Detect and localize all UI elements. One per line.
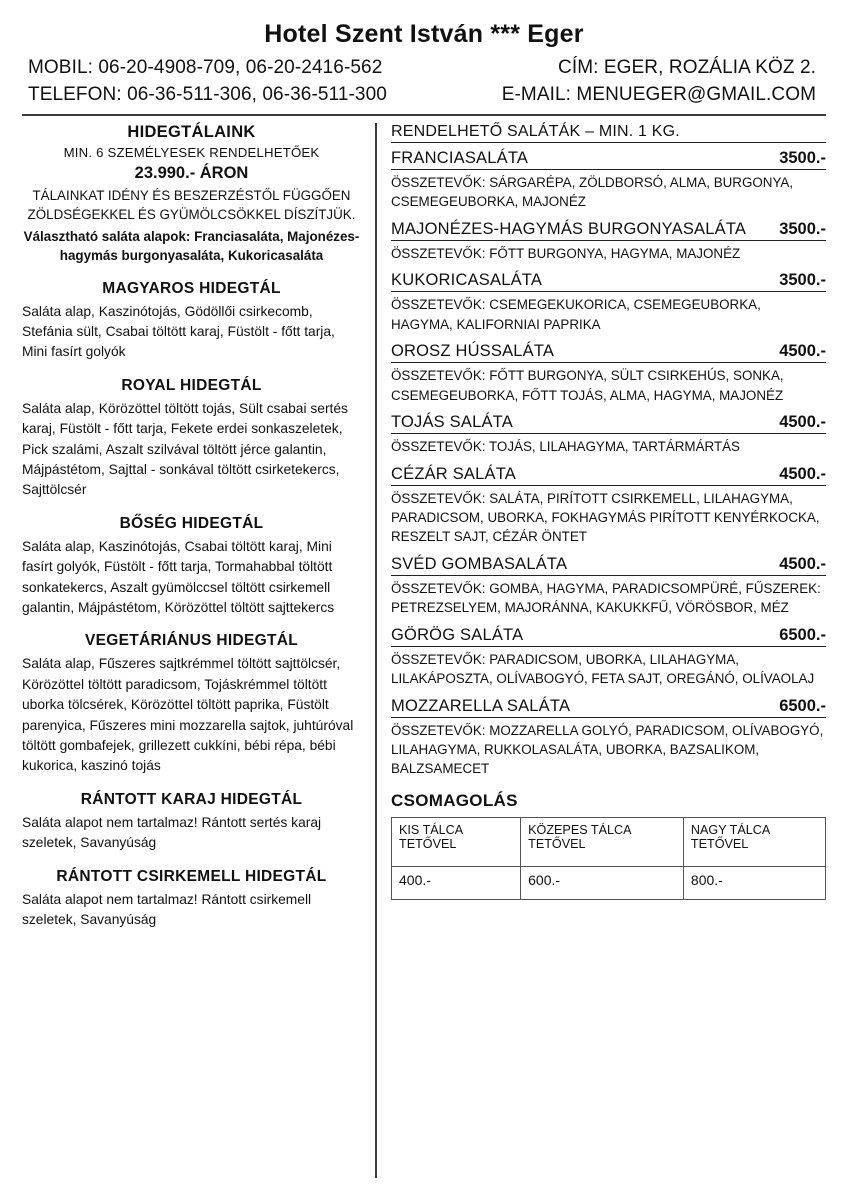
salad-base-options: Választható saláta alapok: Franciasaláta, Majonézes-hagymás burgonyasaláta, Kukoricasaláta — [23, 229, 360, 263]
platter-section — [22, 377, 361, 501]
platter-title-vegetarianus: VEGETÁRIÁNUS HIDEGTÁL — [85, 632, 298, 650]
salad-item — [391, 555, 826, 618]
cold-platters-note: TÁLAINKAT IDÉNY ÉS BESZERZÉSTŐL FÜGGŐEN ZÖLDSÉGEKKEL ÉS GYÜMÖLCSÖKKEL DÍSZÍTJÜK. — [27, 188, 356, 222]
packaging-title: CSOMAGOLÁS — [391, 790, 518, 810]
salad-name: CÉZÁR SALÁTA — [391, 464, 516, 483]
document-header — [22, 20, 826, 116]
salad-item — [391, 465, 826, 547]
packaging-price-small: 400.- — [392, 866, 521, 899]
salad-price: 4500.- — [779, 464, 826, 483]
platter-body-magyaros: Saláta alap, Kaszinótojás, Gödöllői csirkecomb, Stefánia sült, Csabai töltött karaj, Füstölt - főtt tarja, Mini fasírt golyók — [22, 303, 335, 360]
salad-item — [391, 697, 826, 779]
phone-text: TELEFON: 06-36-511-306, 06-36-511-300 — [28, 84, 387, 105]
platter-title-rantott-karaj: RÁNTOTT KARAJ HIDEGTÁL — [80, 790, 303, 808]
salads-heading: RENDELHETŐ SALÁTÁK – MIN. 1 KG. — [391, 123, 826, 143]
salad-item — [391, 220, 826, 263]
salad-price: 4500.- — [779, 413, 826, 432]
salad-head — [391, 626, 826, 647]
salad-ingredients: ÖSSZETEVŐK: FŐTT BURGONYA, HAGYMA, MAJONÉZ — [391, 245, 741, 261]
salad-name: FRANCIASALÁTA — [391, 149, 529, 167]
cold-platters-title: HIDEGTÁLAINK — [127, 123, 256, 141]
salad-price: 6500.- — [779, 625, 826, 644]
salad-item — [391, 342, 826, 405]
salad-name: MOZZARELLA SALÁTA — [391, 696, 571, 715]
salad-item — [391, 149, 826, 212]
salad-ingredients: ÖSSZETEVŐK: CSEMEGEKUKORICA, CSEMEGEUBORKA, HAGYMA, KALIFORNIAI PAPRIKA — [391, 297, 761, 332]
table-row — [392, 817, 826, 866]
contact-row-1 — [22, 57, 826, 79]
salad-name: TOJÁS SALÁTA — [391, 413, 513, 432]
platter-section — [22, 515, 361, 619]
salad-ingredients: ÖSSZETEVŐK: TOJÁS, LILAHAGYMA, TARTÁRMÁRTÁS — [391, 439, 740, 455]
mobile-text: MOBIL: 06-20-4908-709, 06-20-2416-562 — [28, 57, 383, 78]
salads-column — [377, 123, 826, 1178]
salad-price: 4500.- — [779, 342, 826, 361]
salad-ingredients: ÖSSZETEVŐK: FŐTT BURGONYA, SÜLT CSIRKEHÚS, SONKA, CSEMEGEUBORKA, FŐTT TOJÁS, ALMA, HAGYMA, MAJONÉZ — [391, 368, 784, 403]
email-text: E-MAIL: MENUEGER@GMAIL.COM — [501, 84, 816, 105]
salad-head — [391, 555, 826, 576]
platter-section — [22, 868, 361, 931]
salad-head — [391, 342, 826, 363]
salad-head — [391, 697, 826, 718]
address-text: CÍM: EGER, ROZÁLIA KÖZ 2. — [558, 57, 816, 78]
packaging-header-small: KIS TÁLCA TETŐVEL — [392, 817, 521, 866]
salad-price: 3500.- — [779, 219, 826, 238]
salad-ingredients: ÖSSZETEVŐK: GOMBA, HAGYMA, PARADICSOMPÜRÉ, FŰSZEREK: PETREZSELYEM, MAJORÁNNA, KAKUKKFŰ, VÖRÖSBOR, MÉZ — [391, 580, 821, 616]
platter-body-rantott-csirkemell: Saláta alapot nem tartalmaz! Rántott csirkemell szeletek, Savanyúság — [22, 891, 312, 928]
salad-name: KUKORICASALÁTA — [391, 271, 543, 290]
salad-price: 3500.- — [779, 271, 826, 290]
platter-section — [22, 791, 361, 854]
platter-section — [22, 632, 361, 776]
platter-body-royal: Saláta alap, Körözöttel töltött tojás, Sült csabai sertés karaj, Füstölt - főtt tarja, Fekete erdei sonkaszeletek, Pick szalámi, Aszalt szilvával töltött jérce galantin, Májpástétom, Sajttal - sonkával töltött csirketekercs, Sajttölcsér — [22, 400, 348, 498]
header-divider — [22, 114, 826, 116]
salad-head — [391, 413, 826, 434]
platter-title-rantott-csirkemell: RÁNTOTT CSIRKEMELL HIDEGTÁL — [56, 867, 327, 885]
salad-name: MAJONÉZES-HAGYMÁS BURGONYASALÁTA — [391, 219, 747, 238]
salad-head — [391, 465, 826, 486]
cold-platters-subtitle: MIN. 6 SZEMÉLYESEK RENDELHETŐEK — [63, 145, 320, 160]
salad-price: 3500.- — [779, 149, 826, 167]
salad-item — [391, 271, 826, 334]
salad-head — [391, 220, 826, 241]
salad-head — [391, 271, 826, 292]
contact-row-2 — [22, 84, 826, 106]
salad-ingredients: ÖSSZETEVŐK: MOZZARELLA GOLYÓ, PARADICSOM, OLÍVABOGYÓ, LILAHAGYMA, RUKKOLASALÁTA, UBORKA, BAZSALIKOM, BALZSAMECET — [391, 722, 824, 777]
packaging-price-large: 800.- — [683, 866, 825, 899]
platter-body-vegetarianus: Saláta alap, Fűszeres sajtkrémmel töltött sajttölcsér, Körözöttel töltött paradicsom, Tojáskrémmel töltött uborka tölcsérek, Körözöttel töltött paprika, Füstölt parenyica, Fűszeres mini mozzarella sajtok, juhtúróval töltött gombafejek, grillezett cukkíni, bébi répa, bébi kukorica, kaszinó tojás — [22, 656, 354, 774]
platter-title-boseg: BŐSÉG HIDEGTÁL — [119, 514, 264, 532]
salad-name: OROSZ HÚSSALÁTA — [391, 342, 555, 361]
platter-title-magyaros: MAGYAROS HIDEGTÁL — [102, 279, 281, 297]
salad-name: SVÉD GOMBASALÁTA — [391, 554, 568, 573]
packaging-table — [391, 817, 826, 900]
packaging-header-medium: KÖZEPES TÁLCA TETŐVEL — [521, 817, 684, 866]
salad-ingredients: ÖSSZETEVŐK: SÁRGARÉPA, ZÖLDBORSÓ, ALMA, BURGONYA, CSEMEGEUBORKA, MAJONÉZ — [391, 175, 794, 210]
cold-platters-column — [22, 123, 377, 1178]
platter-body-boseg: Saláta alap, Kaszinótojás, Csabai töltött karaj, Mini fasírt golyók, Füstölt - főtt tarja, Tormahabbal töltött sonkatekercs, Aszalt gyümölccsel töltött csirkemell galantin, Májpástétom, Körözöttel töltött sajttekercs — [22, 538, 335, 615]
packaging-price-medium: 600.- — [521, 866, 684, 899]
salad-name: GÖRÖG SALÁTA — [391, 625, 524, 644]
platter-title-royal: ROYAL HIDEGTÁL — [121, 376, 262, 394]
salad-item — [391, 626, 826, 689]
salad-price: 6500.- — [779, 696, 826, 715]
salad-ingredients: ÖSSZETEVŐK: SALÁTA, PIRÍTOTT CSIRKEMELL, LILAHAGYMA, PARADICSOM, UBORKA, FOKHAGYMÁS PIRÍTOTT KENYÉRKOCKA, RESZELT SAJT, CÉZÁR ÖNTET — [391, 490, 820, 545]
salad-head — [391, 149, 826, 170]
platter-body-rantott-karaj: Saláta alapot nem tartalmaz! Rántott sertés karaj szeletek, Savanyúság — [22, 814, 322, 851]
platter-section — [22, 280, 361, 363]
content-columns — [22, 123, 826, 1178]
cold-platters-price: 23.990.- ÁRON — [134, 164, 249, 182]
packaging-header-large: NAGY TÁLCA TETŐVEL — [683, 817, 825, 866]
table-row — [392, 866, 826, 899]
salad-item — [391, 413, 826, 456]
salad-ingredients: ÖSSZETEVŐK: PARADICSOM, UBORKA, LILAHAGYMA, LILAKÁPOSZTA, OLÍVABOGYÓ, FETA SAJT, OREGÁNÓ, OLÍVAOLAJ — [391, 651, 815, 687]
page-title: Hotel Szent István *** Eger — [264, 20, 584, 48]
salad-price: 4500.- — [779, 554, 826, 573]
